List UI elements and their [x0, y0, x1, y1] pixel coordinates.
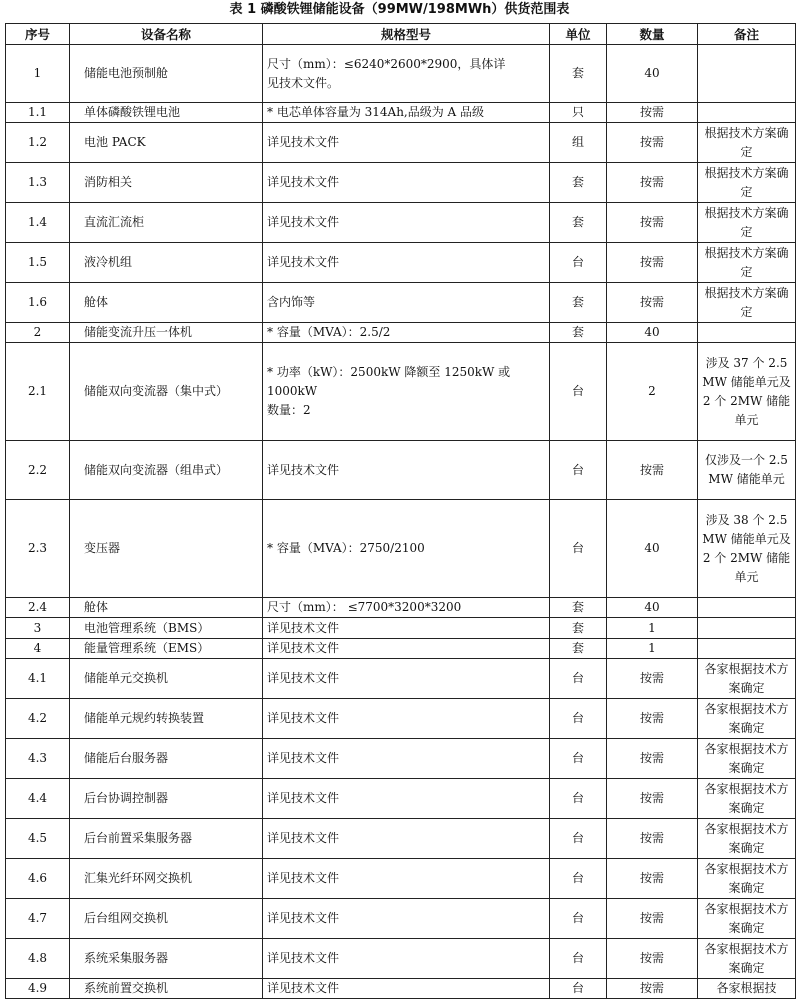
cell-no: 4.5: [6, 819, 70, 859]
cell-no: 1.2: [6, 123, 70, 163]
cell-spec: [263, 323, 550, 343]
cell-name: 舱体: [70, 598, 263, 618]
cell-name: 储能电池预制舱: [70, 45, 263, 103]
cell-unit: 台: [550, 243, 607, 283]
header-qty: 数量: [607, 24, 698, 45]
cell-name: 储能变流升压一体机: [70, 323, 263, 343]
cell-unit: 套: [550, 283, 607, 323]
table-row: [6, 323, 796, 343]
cell-note: 各家根据技术方案确定: [698, 819, 796, 859]
table-row: [6, 859, 796, 899]
table-caption: 表 1 磷酸铁锂储能设备（99MW/198MWh）供货范围表: [229, 2, 570, 17]
cell-spec: [263, 639, 550, 659]
cell-name: 储能单元规约转换装置: [70, 699, 263, 739]
cell-spec: [263, 343, 550, 441]
cell-unit: 台: [550, 699, 607, 739]
spec-line: * 电芯单体容量为 314Ah,品级为 A 品级: [267, 105, 485, 119]
spec-line: * 容量（MVA）：2750/2100: [267, 541, 425, 555]
cell-no: 2.1: [6, 343, 70, 441]
cell-unit: 台: [550, 500, 607, 598]
cell-qty: 按需: [607, 243, 698, 283]
cell-qty: 按需: [607, 819, 698, 859]
cell-no: 4.2: [6, 699, 70, 739]
cell-unit: 套: [550, 203, 607, 243]
spec-line: 1000kW: [267, 384, 318, 398]
cell-note: [698, 45, 796, 103]
table-row: [6, 283, 796, 323]
cell-spec: [263, 45, 550, 103]
cell-unit: 台: [550, 979, 607, 999]
cell-qty: 1: [607, 639, 698, 659]
cell-no: 1.6: [6, 283, 70, 323]
cell-qty: 按需: [607, 203, 698, 243]
table-row: [6, 123, 796, 163]
header-no: 序号: [6, 24, 70, 45]
spec-line: 详见技术文件: [267, 215, 340, 229]
cell-unit: 套: [550, 323, 607, 343]
cell-name: 舱体: [70, 283, 263, 323]
cell-unit: 套: [550, 163, 607, 203]
cell-spec: [263, 283, 550, 323]
cell-name: 储能后台服务器: [70, 739, 263, 779]
cell-note: 各家根据技术方案确定: [698, 659, 796, 699]
spec-line: 详见技术文件: [267, 641, 340, 655]
table-row: [6, 618, 796, 639]
cell-note: [698, 103, 796, 123]
cell-no: 4.4: [6, 779, 70, 819]
cell-qty: 按需: [607, 859, 698, 899]
cell-spec: [263, 123, 550, 163]
header-spec: 规格型号: [263, 24, 550, 45]
table-row: [6, 163, 796, 203]
table-row: [6, 103, 796, 123]
spec-line: 详见技术文件: [267, 871, 340, 885]
cell-unit: 台: [550, 899, 607, 939]
table-body: [6, 45, 796, 999]
cell-name: 能量管理系统（EMS）: [70, 639, 263, 659]
header-note: 备注: [698, 24, 796, 45]
spec-line: 详见技术文件: [267, 620, 340, 635]
cell-spec: [263, 939, 550, 979]
cell-name: 单体磷酸铁锂电池: [70, 103, 263, 123]
cell-spec: [263, 779, 550, 819]
cell-unit: 台: [550, 739, 607, 779]
cell-spec: [263, 699, 550, 739]
cell-unit: 台: [550, 343, 607, 441]
spec-line: 详见技术文件: [267, 462, 340, 477]
cell-no: 4.3: [6, 739, 70, 779]
cell-note: 各家根据技术方案确定: [698, 739, 796, 779]
cell-spec: [263, 979, 550, 999]
table-row: [6, 500, 796, 598]
cell-name: 电池管理系统（BMS）: [70, 618, 263, 639]
cell-name: 储能双向变流器（组串式）: [70, 441, 263, 500]
cell-unit: 台: [550, 779, 607, 819]
cell-note: 各家根据技术方案确定: [698, 939, 796, 979]
cell-name: 直流汇流柜: [70, 203, 263, 243]
cell-note: 涉及 38 个 2.5MW 储能单元及 2 个 2MW 储能单元: [698, 500, 796, 598]
table-row: [6, 243, 796, 283]
cell-qty: 按需: [607, 283, 698, 323]
cell-spec: [263, 500, 550, 598]
cell-spec: [263, 243, 550, 283]
spec-line: * 容量（MVA）：2.5/2: [267, 325, 391, 339]
cell-qty: 按需: [607, 979, 698, 999]
cell-note: 各家根据技: [698, 979, 796, 999]
cell-spec: [263, 103, 550, 123]
cell-name: 变压器: [70, 500, 263, 598]
supply-scope-table: [5, 23, 796, 999]
cell-name: 后台前置采集服务器: [70, 819, 263, 859]
spec-line: 见技术文件。: [267, 75, 340, 90]
spec-line: 详见技术文件: [267, 951, 340, 965]
table-row: [6, 899, 796, 939]
cell-no: 1.5: [6, 243, 70, 283]
spec-line: 详见技术文件: [267, 175, 340, 189]
cell-name: 消防相关: [70, 163, 263, 203]
table-header-row: [6, 24, 796, 45]
cell-no: 1.1: [6, 103, 70, 123]
cell-note: 根据技术方案确定: [698, 163, 796, 203]
cell-no: 2.3: [6, 500, 70, 598]
cell-note: 根据技术方案确定: [698, 203, 796, 243]
cell-no: 4.1: [6, 659, 70, 699]
header-unit: 单位: [550, 24, 607, 45]
cell-unit: 套: [550, 598, 607, 618]
cell-name: 后台组网交换机: [70, 899, 263, 939]
cell-name: 系统前置交换机: [70, 979, 263, 999]
cell-note: 涉及 37 个 2.5MW 储能单元及 2 个 2MW 储能单元: [698, 343, 796, 441]
table-row: [6, 979, 796, 999]
cell-unit: 组: [550, 123, 607, 163]
cell-no: 1: [6, 45, 70, 103]
cell-qty: 40: [607, 323, 698, 343]
cell-qty: 40: [607, 45, 698, 103]
cell-unit: 台: [550, 441, 607, 500]
table-row: [6, 598, 796, 618]
cell-qty: 40: [607, 500, 698, 598]
cell-spec: [263, 441, 550, 500]
cell-name: 储能双向变流器（集中式）: [70, 343, 263, 441]
spec-line: * 功率（kW）：2500kW 降额至 1250kW 或: [267, 365, 511, 379]
spec-line: 尺寸（mm）：≤6240*2600*2900，具体详: [267, 56, 506, 71]
cell-no: 4.6: [6, 859, 70, 899]
cell-qty: 40: [607, 598, 698, 618]
spec-line: 尺寸（mm）： ≤7700*3200*3200: [267, 600, 462, 614]
table-row: [6, 699, 796, 739]
cell-spec: [263, 739, 550, 779]
cell-no: 4.9: [6, 979, 70, 999]
cell-qty: 按需: [607, 103, 698, 123]
cell-note: [698, 323, 796, 343]
cell-name: 液冷机组: [70, 243, 263, 283]
cell-unit: 只: [550, 103, 607, 123]
cell-spec: [263, 659, 550, 699]
cell-spec: [263, 859, 550, 899]
cell-name: 电池 PACK: [70, 123, 263, 163]
cell-spec: [263, 598, 550, 618]
table-row: [6, 203, 796, 243]
cell-qty: 按需: [607, 163, 698, 203]
cell-note: 各家根据技术方案确定: [698, 899, 796, 939]
spec-line: 详见技术文件: [267, 981, 340, 995]
cell-no: 1.3: [6, 163, 70, 203]
cell-note: 仅涉及一个 2.5MW 储能单元: [698, 441, 796, 500]
cell-unit: 台: [550, 859, 607, 899]
spec-line: 数量：2: [267, 403, 311, 417]
cell-spec: [263, 163, 550, 203]
cell-qty: 按需: [607, 899, 698, 939]
cell-no: 4.7: [6, 899, 70, 939]
cell-note: [698, 598, 796, 618]
spec-line: 详见技术文件: [267, 711, 340, 725]
cell-no: 3: [6, 618, 70, 639]
cell-note: [698, 639, 796, 659]
cell-unit: 台: [550, 659, 607, 699]
cell-qty: 按需: [607, 123, 698, 163]
spec-line: 详见技术文件: [267, 831, 340, 845]
cell-unit: 台: [550, 939, 607, 979]
cell-note: 根据技术方案确定: [698, 243, 796, 283]
cell-qty: 2: [607, 343, 698, 441]
spec-line: 详见技术文件: [267, 751, 340, 765]
cell-name: 后台协调控制器: [70, 779, 263, 819]
cell-no: 4: [6, 639, 70, 659]
table-row: [6, 819, 796, 859]
table-row: [6, 441, 796, 500]
table-row: [6, 659, 796, 699]
cell-no: 1.4: [6, 203, 70, 243]
cell-no: 2.2: [6, 441, 70, 500]
cell-no: 2.4: [6, 598, 70, 618]
table-row: [6, 639, 796, 659]
cell-note: 各家根据技术方案确定: [698, 699, 796, 739]
cell-no: 2: [6, 323, 70, 343]
cell-no: 4.8: [6, 939, 70, 979]
cell-name: 汇集光纤环网交换机: [70, 859, 263, 899]
cell-unit: 套: [550, 45, 607, 103]
table-row: [6, 779, 796, 819]
table-row: [6, 939, 796, 979]
spec-line: 详见技术文件: [267, 911, 340, 925]
cell-name: 系统采集服务器: [70, 939, 263, 979]
cell-note: 各家根据技术方案确定: [698, 779, 796, 819]
table-row: [6, 343, 796, 441]
spec-line: 详见技术文件: [267, 671, 340, 685]
spec-line: 详见技术文件: [267, 791, 340, 805]
cell-note: 各家根据技术方案确定: [698, 859, 796, 899]
cell-spec: [263, 819, 550, 859]
cell-unit: 套: [550, 639, 607, 659]
cell-note: 根据技术方案确定: [698, 283, 796, 323]
cell-qty: 按需: [607, 699, 698, 739]
cell-unit: 套: [550, 618, 607, 639]
spec-line: 详见技术文件: [267, 135, 340, 149]
table-row: [6, 45, 796, 103]
cell-qty: 1: [607, 618, 698, 639]
cell-qty: 按需: [607, 659, 698, 699]
cell-name: 储能单元交换机: [70, 659, 263, 699]
cell-note: 根据技术方案确定: [698, 123, 796, 163]
table-row: [6, 739, 796, 779]
spec-line: 含内饰等: [267, 295, 316, 309]
cell-unit: 台: [550, 819, 607, 859]
cell-spec: [263, 618, 550, 639]
cell-note: [698, 618, 796, 639]
cell-qty: 按需: [607, 939, 698, 979]
cell-spec: [263, 203, 550, 243]
cell-qty: 按需: [607, 441, 698, 500]
spec-line: 详见技术文件: [267, 255, 340, 269]
cell-qty: 按需: [607, 739, 698, 779]
cell-qty: 按需: [607, 779, 698, 819]
header-name: 设备名称: [70, 24, 263, 45]
cell-spec: [263, 899, 550, 939]
